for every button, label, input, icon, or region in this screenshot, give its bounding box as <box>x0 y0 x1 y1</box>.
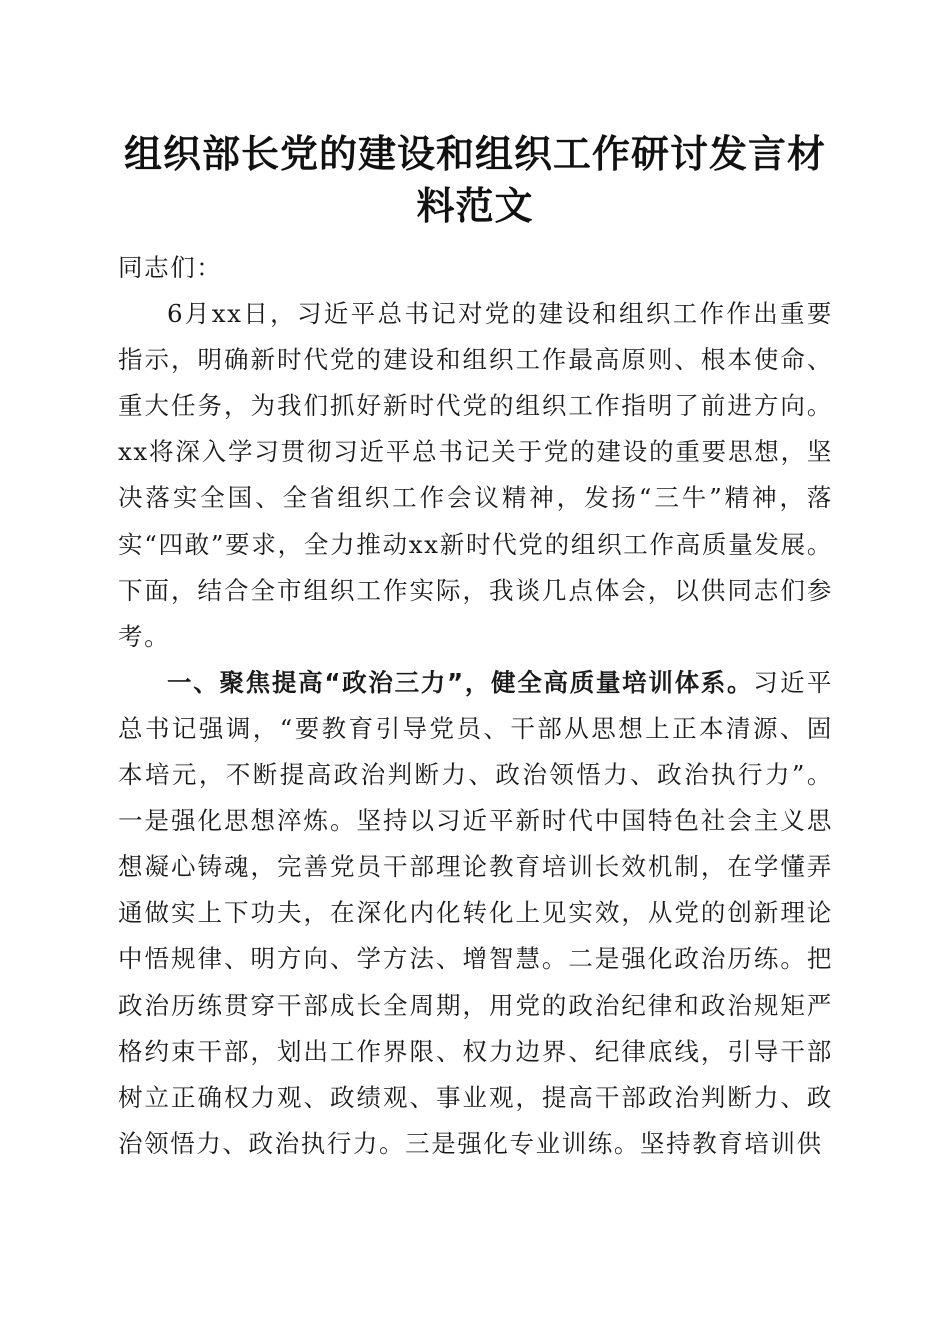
paragraph-intro: 6月xx日，习近平总书记对党的建设和组织工作作出重要指示，明确新时代党的建设和组织工作最高原则、根本使命、重大任务，为我们抓好新时代党的组织工作指明了前进方向。xx将深入学习贯彻习近平总书记关于党的建设的重要思想，坚决落实全国、全省组织工作会议精神，发扬“三牛”精神，落实“四敢”要求，全力推动xx新时代党的组织工作高质量发展。下面，结合全市组织工作实际，我谈几点体会，以供同志们参考。 <box>118 299 833 651</box>
section-1-body: 习近平总书记强调，“要教育引导党员、干部从思想上正本清源、固本培元，不断提高政治判断力、政治领悟力、政治执行力”。一是强化思想淬炼。坚持以习近平新时代中国特色社会主义思想凝心铸魂，完善党员干部理论教育培训长效机制，在学懂弄通做实上下功夫，在深化内化转化上见实效，从党的创新理论中悟规律、明方向、学方法、增智慧。二是强化政治历练。把政治历练贯穿干部成长全周期，用党的政治纪律和政治规矩严格约束干部，划出工作界限、权力边界、纪律底线，引导干部树立正确权力观、政绩观、事业观，提高干部政治判断力、政治领悟力、政治执行力。三是强化专业训练。坚持教育培训供 <box>118 667 833 1158</box>
document-title: 组织部长党的建设和组织工作研讨发言材料范文 <box>123 131 826 228</box>
section-1-heading: 一、聚焦提高“政治三力”，健全高质量培训体系。 <box>167 667 754 697</box>
paragraph-section-1 <box>118 660 833 1167</box>
salutation: 同志们： <box>118 253 223 282</box>
document-body <box>118 245 833 1167</box>
